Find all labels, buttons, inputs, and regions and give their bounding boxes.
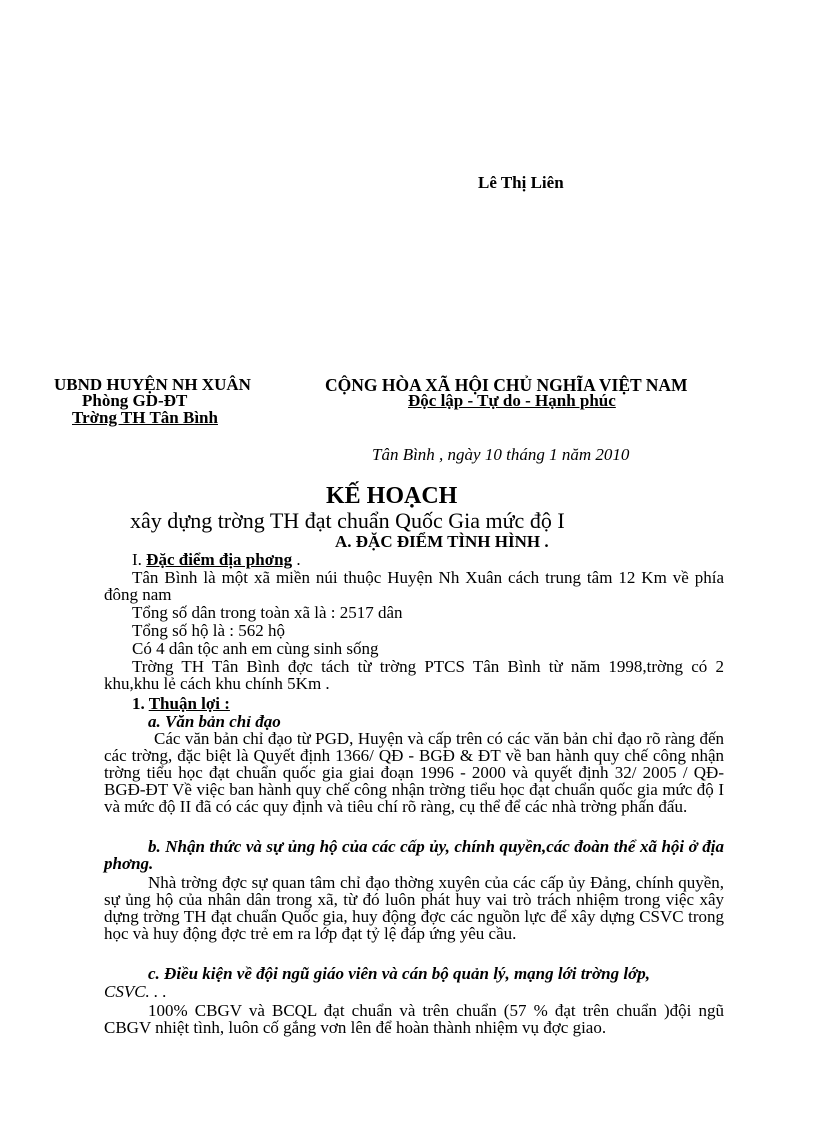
date-line: Tân Bình , ngày 10 tháng 1 năm 2010 [372,445,630,464]
section-1-title: Đặc điểm địa phơng [146,550,293,569]
subsection-1-heading [132,694,230,714]
header-motto: Độc lập - Tự do - Hạnh phúc [408,391,616,410]
line-households: Tổng số hộ là : 562 hộ [132,621,285,640]
header-school: Trờng TH Tân Bình [72,408,218,427]
section-1-suffix: . [292,550,301,569]
header-department: Phòng GD-ĐT [82,391,188,410]
document-subtitle: xây dựng trờng TH đạt chuẩn Quốc Gia mức độ I [130,508,565,533]
header-country: CỘNG HÒA XÃ HỘI CHỦ NGHĨA VIỆT NAM [325,375,688,395]
paragraph-guidance: Các văn bản chỉ đạo từ PGD, Huyện và cấp trên có các văn bản chỉ đạo rõ ràng đến các trờng, đặc biệt là Quyết định 1366/ QĐ - BGĐ & ĐT về ban hành quy chế công nhận trờng tiểu học đạt chuẩn quốc gia giai đoạn 1996 - 2000 và quyết định 32/ 2005 / QĐ-BGĐ-ĐT Về việc ban hành quy chế công nhận trờng tiểu học đạt chuẩn quốc gia mức độ I và mức độ II đã có các quy định và tiêu chí rõ ràng, cụ thể để các nhà trờng phấn đấu. [104,729,724,816]
author-name: Lê Thị Liên [478,173,564,192]
subsection-c-heading: c. Điều kiện về đội ngũ giáo viên và cán bộ quản lý, mạng lới trờng lớp, [148,964,650,983]
document-title: KẾ HOẠCH [326,483,458,509]
subsection-b-heading: b. Nhận thức và sự ủng hộ của các cấp ủy, chính quyền,các đoàn thể xã hội ở địa phơng. [104,837,724,873]
paragraph-staff: 100% CBGV và BCQL đạt chuẩn và trên chuẩn (57 % đạt trên chuẩn )đội ngũ CBGV nhiệt tình, luôn cố gắng vơn lên để hoàn thành nhiệm vụ đợc giao. [104,1001,724,1037]
subsection-1-number: 1. [132,694,149,713]
paragraph-location: Tân Bình là một xã miền núi thuộc Huyện Nh Xuân cách trung tâm 12 Km về phía đông nam [104,568,724,604]
header-district: UBND HUYỆN NH XUÂN [54,375,251,394]
section-a-heading: A. ĐẶC ĐIỂM TÌNH HÌNH . [335,532,549,551]
line-ethnic-groups: Có 4 dân tộc anh em cùng sinh sống [132,639,379,658]
paragraph-school: Trờng TH Tân Bình đợc tách từ trờng PTCS Tân Bình từ năm 1998,trờng có 2 khu,khu lẻ cách khu chính 5Km . [104,657,724,693]
paragraph-support: Nhà trờng đợc sự quan tâm chỉ đạo thờng xuyên của các cấp ủy Đảng, chính quyền, sự ủng hộ của nhân dân trong xã, từ đó luôn phát huy vai trò trách nhiệm trong việc xây dựng trờng TH đạt chuẩn Quốc gia, huy động đợc các nguồn lực để xây dựng CSVC trong học và huy động đợc trẻ em ra lớp đạt tỷ lệ đáp ứng yêu cầu. [104,873,724,943]
section-1-number: I. [132,550,147,569]
line-population: Tổng số dân trong toàn xã là : 2517 dân [132,603,403,622]
subsection-a-heading: a. Văn bản chỉ đạo [148,712,281,731]
subsection-c-continued: CSVC. . . [104,982,167,1001]
section-1-heading [132,550,301,570]
subsection-1-title: Thuận lợi : [148,694,230,713]
